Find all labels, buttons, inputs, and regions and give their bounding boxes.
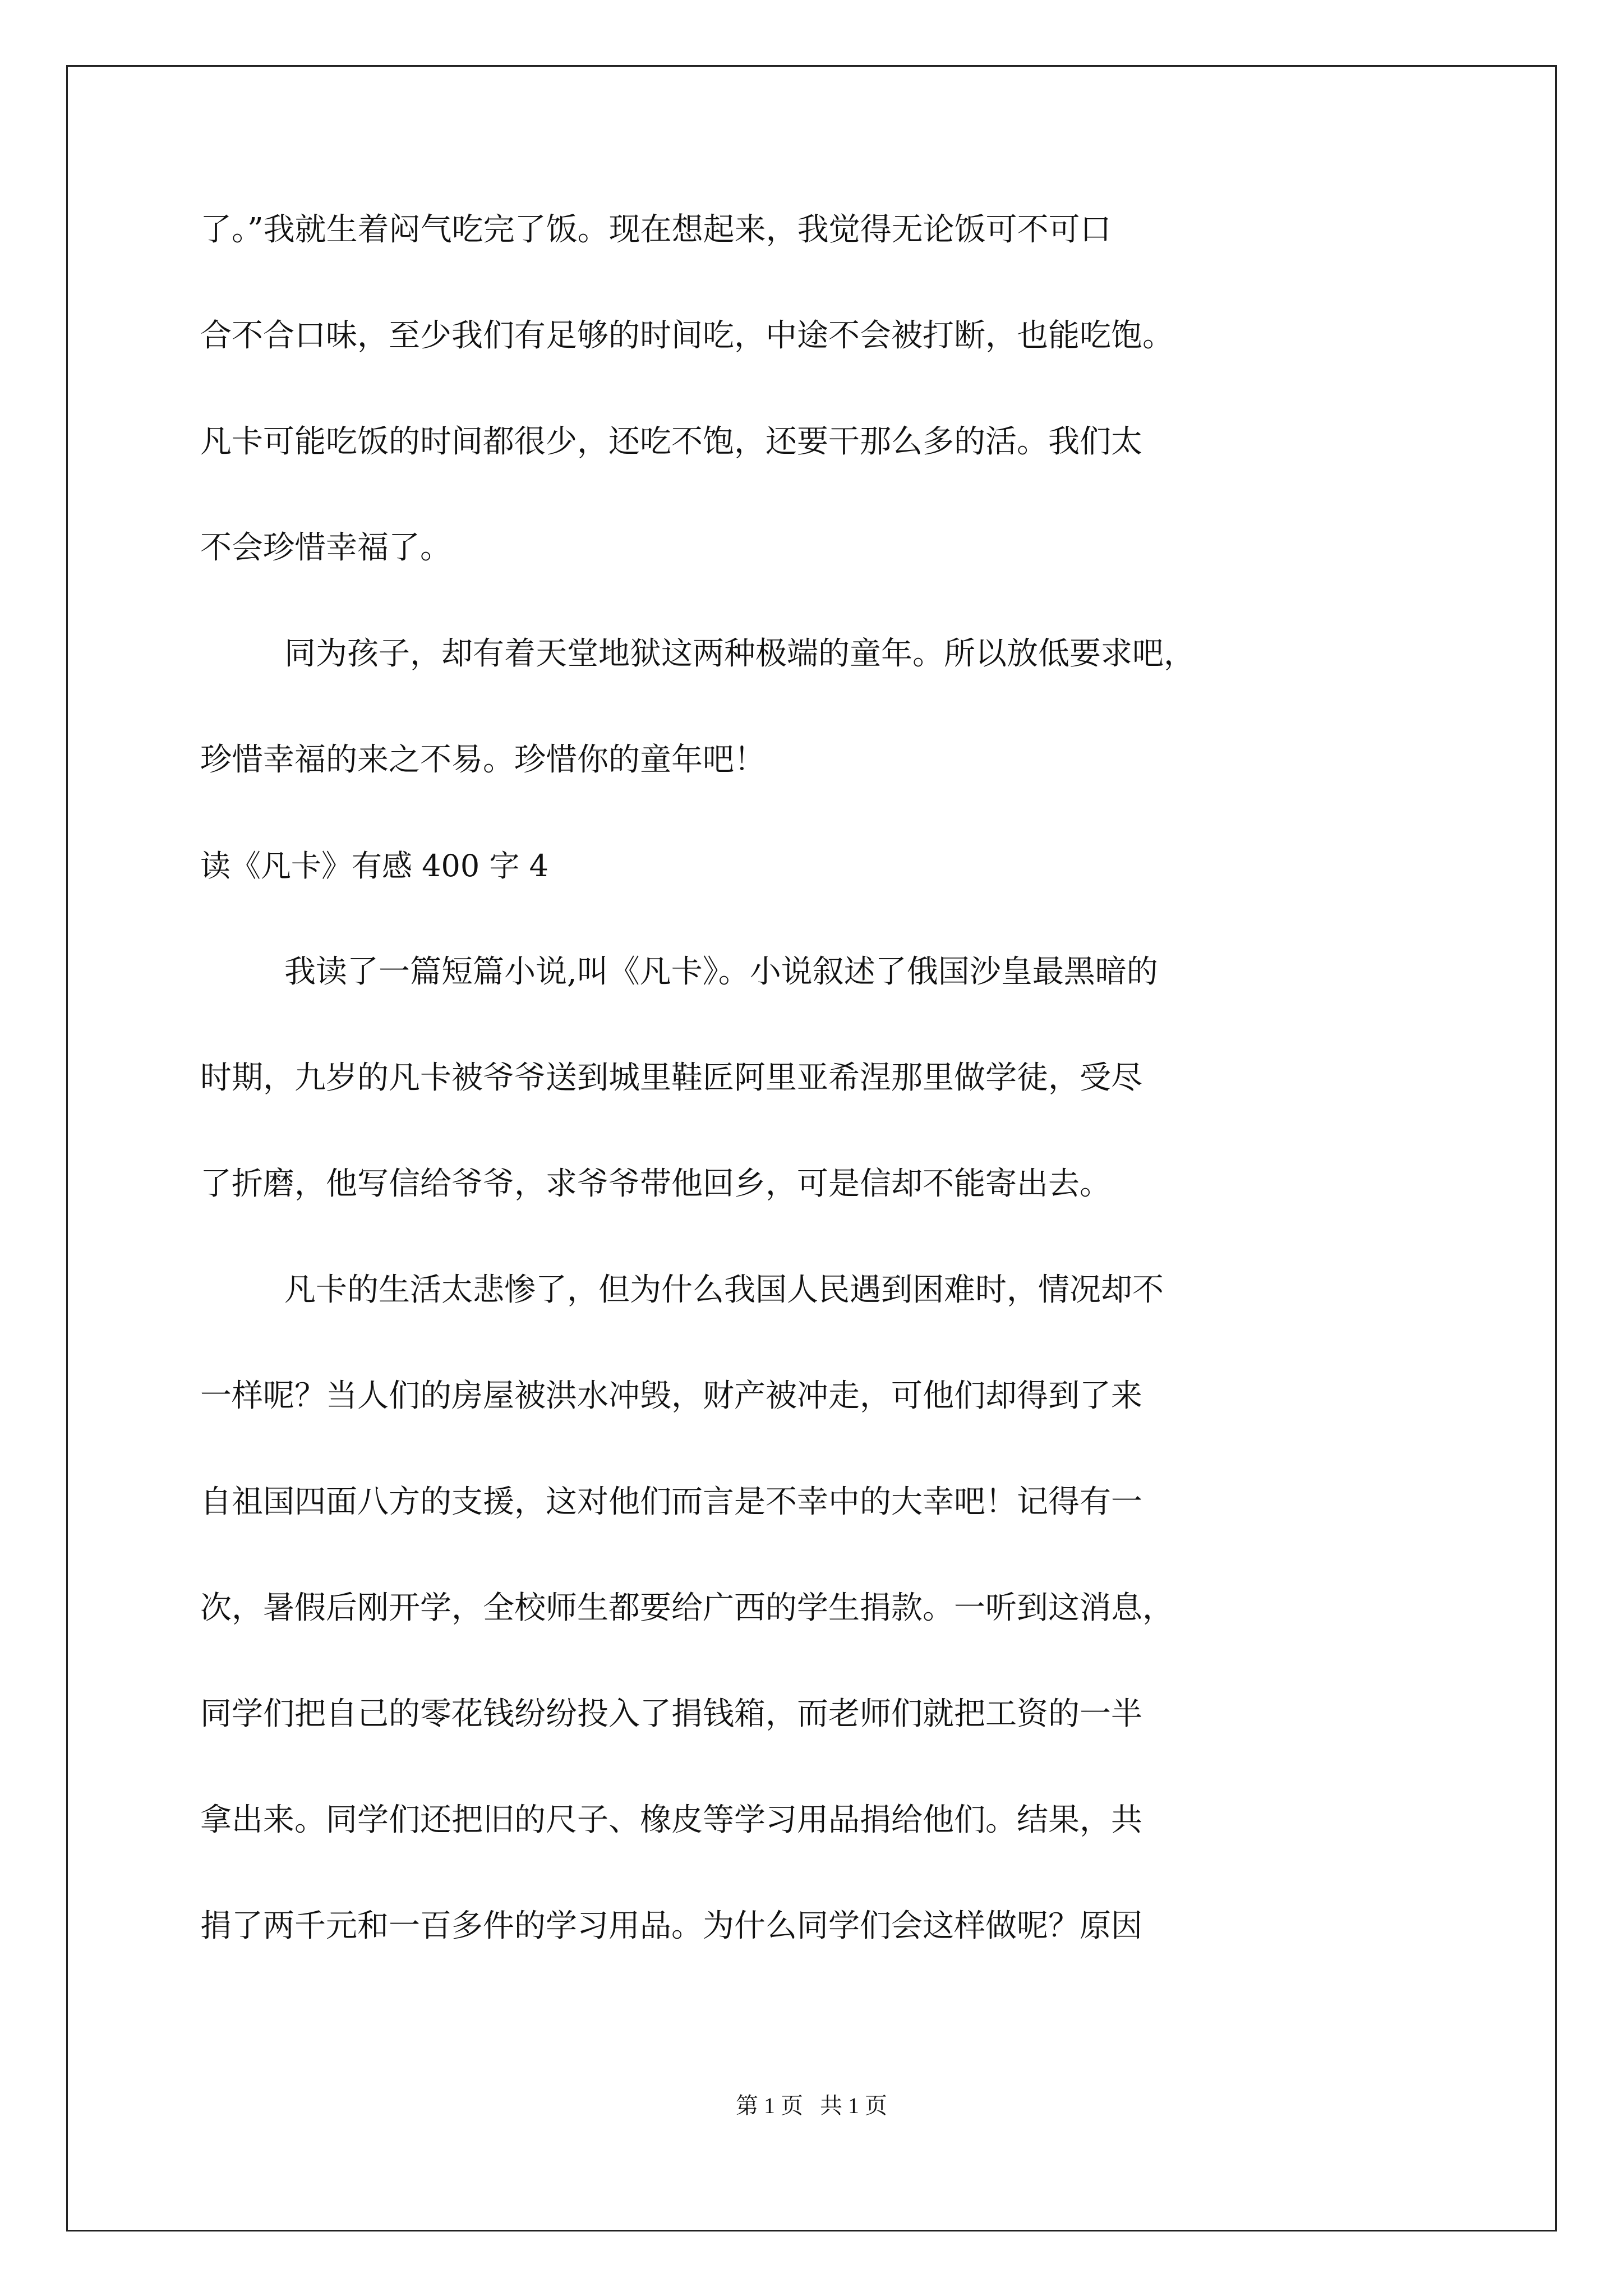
- paragraph-start: 我读了一篇短篇小说,叫《凡卡》。小说叙述了俄国沙皇最黑暗的: [284, 954, 1158, 990]
- text-line: 珍惜幸福的来之不易。珍惜你的童年吧！: [200, 742, 766, 778]
- text-line: 自祖国四面八方的支援，这对他们而言是不幸中的大幸吧！记得有一: [200, 1484, 1142, 1520]
- text-line: 了。”我就生着闷气吃完了饭。现在想起来，我觉得无论饭可不可口: [200, 211, 1112, 248]
- text-line: 拿出来。同学们还把旧的尺子、橡皮等学习用品捐给他们。结果，共: [200, 1802, 1142, 1838]
- paragraph-start: 凡卡的生活太悲惨了，但为什么我国人民遇到困难时，情况却不: [284, 1272, 1164, 1308]
- text-line: 凡卡可能吃饭的时间都很少，还吃不饱，还要干那么多的活。我们太: [200, 424, 1142, 460]
- document-body: [200, 213, 1462, 2016]
- text-line: 时期，九岁的凡卡被爷爷送到城里鞋匠阿里亚希涅那里做学徒，受尽: [200, 1060, 1142, 1096]
- paragraph-start: 同为孩子，却有着天堂地狱这两种极端的童年。所以放低要求吧，: [284, 636, 1195, 672]
- text-line: 不会珍惜幸福了。: [200, 530, 451, 566]
- page-footer: 第 1 页 共 1 页: [736, 2093, 887, 2118]
- text-line: 合不合口味，至少我们有足够的时间吃，中途不会被打断，也能吃饱。: [200, 318, 1174, 354]
- text-line: 捐了两千元和一百多件的学习用品。为什么同学们会这样做呢？原因: [200, 1908, 1142, 1944]
- text-line: 一样呢？当人们的房屋被洪水冲毁，财产被冲走，可他们却得到了来: [200, 1378, 1142, 1414]
- text-line: 同学们把自己的零花钱纷纷投入了捐钱箱，而老师们就把工资的一半: [200, 1696, 1142, 1732]
- text-line: 了折磨，他写信给爷爷，求爷爷带他回乡，可是信却不能寄出去。: [200, 1166, 1111, 1202]
- text-line: 次，暑假后刚开学，全校师生都要给广西的学生捐款。一听到这消息，: [200, 1590, 1174, 1626]
- section-heading: 读《凡卡》有感 400 字 4: [200, 848, 548, 884]
